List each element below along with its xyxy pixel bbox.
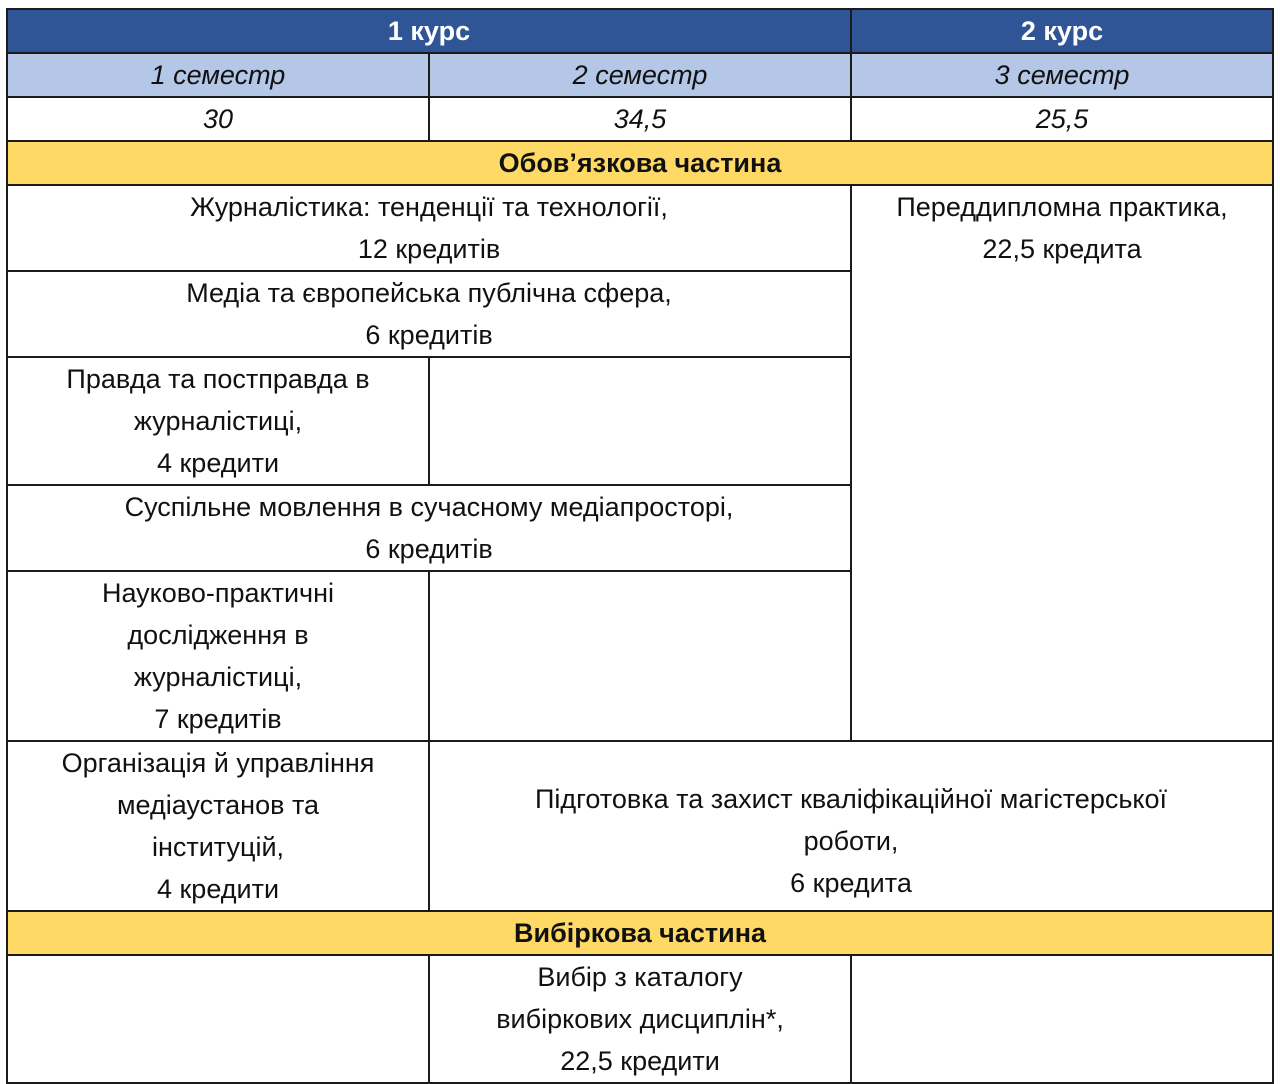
course-credits: 6 кредитів	[365, 320, 493, 350]
course-media-european	[7, 271, 851, 357]
mandatory-section-title: Обов’язкова частина	[7, 141, 1273, 185]
mandatory-section-row	[7, 141, 1273, 185]
course-name-line: Вибір з каталогу	[537, 962, 743, 992]
course-row	[7, 741, 1273, 911]
elective-section-row	[7, 911, 1273, 955]
course-name: Медіа та європейська публічна сфера,	[186, 278, 672, 308]
semester-2-credits: 34,5	[429, 97, 851, 141]
course-credits: 4 кредити	[156, 874, 280, 904]
course-header-row	[7, 9, 1273, 53]
course-thesis	[429, 741, 1273, 911]
empty-cell	[851, 955, 1273, 1083]
course-credits: 6 кредита	[790, 868, 912, 898]
course-credits: 7 кредитів	[154, 704, 282, 734]
course-credits: 22,5 кредита	[982, 234, 1142, 264]
course-credits: 22,5 кредити	[560, 1046, 720, 1076]
course-name: Журналістика: тенденції та технології,	[190, 192, 668, 222]
semester-header-row	[7, 53, 1273, 97]
course-2-header: 2 курс	[851, 9, 1273, 53]
empty-cell	[429, 357, 851, 485]
course-name: Переддипломна практика,	[896, 192, 1228, 222]
empty-cell	[429, 571, 851, 741]
course-management	[7, 741, 429, 911]
semester-2-header: 2 семестр	[429, 53, 851, 97]
course-credits: 6 кредитів	[365, 534, 493, 564]
elective-section-title: Вибіркова частина	[7, 911, 1273, 955]
course-name-line: Організація й управління	[61, 748, 375, 778]
course-name-line: Правда та постправда в	[66, 364, 370, 394]
course-elective-catalog	[429, 955, 851, 1083]
curriculum-table	[6, 8, 1274, 1084]
course-credits: 4 кредити	[156, 448, 280, 478]
course-name-line: роботи,	[803, 826, 899, 856]
course-journalism-trends	[7, 185, 851, 271]
semester-1-credits: 30	[7, 97, 429, 141]
course-name: Суспільне мовлення в сучасному медіапросторі,	[124, 492, 734, 522]
course-predegree-practice	[851, 185, 1273, 741]
course-name-line: журналістиці,	[133, 662, 303, 692]
course-name-line: вибіркових дисциплін*,	[496, 1004, 784, 1034]
course-row	[7, 955, 1273, 1083]
course-public-broadcasting	[7, 485, 851, 571]
course-1-header: 1 курс	[7, 9, 851, 53]
semester-3-header: 3 семестр	[851, 53, 1273, 97]
course-name-line: Науково-практичні	[101, 578, 335, 608]
course-credits: 12 кредитів	[357, 234, 501, 264]
course-name-line: Підготовка та захист кваліфікаційної магістерської	[534, 784, 1168, 814]
empty-cell	[7, 955, 429, 1083]
course-name-line: журналістиці,	[133, 406, 303, 436]
course-name-line: медіаустанов та	[116, 790, 320, 820]
semester-1-header: 1 семестр	[7, 53, 429, 97]
course-row	[7, 185, 1273, 271]
semester-3-credits: 25,5	[851, 97, 1273, 141]
semester-credits-row	[7, 97, 1273, 141]
course-name-line: дослідження в	[127, 620, 309, 650]
course-name-line: інституцій,	[151, 832, 285, 862]
course-research	[7, 571, 429, 741]
course-truth-posttruth	[7, 357, 429, 485]
